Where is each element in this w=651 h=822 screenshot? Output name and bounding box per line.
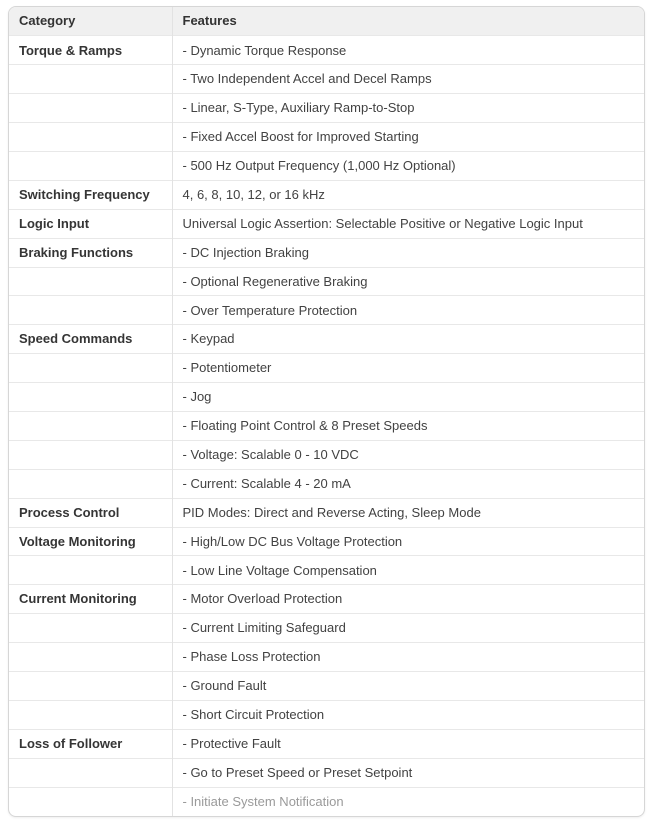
table-row [9, 238, 644, 267]
table-row [9, 411, 644, 440]
table-row [9, 180, 644, 209]
feature-cell: - Go to Preset Speed or Preset Setpoint [172, 758, 644, 787]
category-cell [9, 383, 172, 412]
category-cell [9, 354, 172, 383]
category-cell: Logic Input [9, 209, 172, 238]
category-cell [9, 556, 172, 585]
feature-cell: - Over Temperature Protection [172, 296, 644, 325]
category-cell [9, 94, 172, 123]
category-cell [9, 643, 172, 672]
category-cell [9, 440, 172, 469]
feature-cell: Universal Logic Assertion: Selectable Positive or Negative Logic Input [172, 209, 644, 238]
feature-cell: PID Modes: Direct and Reverse Acting, Sleep Mode [172, 498, 644, 527]
feature-cell: - Low Line Voltage Compensation [172, 556, 644, 585]
feature-cell: - Initiate System Notification [172, 787, 644, 816]
table-row [9, 325, 644, 354]
category-cell: Switching Frequency [9, 180, 172, 209]
table-row [9, 498, 644, 527]
feature-cell: - Short Circuit Protection [172, 700, 644, 729]
feature-cell: - 500 Hz Output Frequency (1,000 Hz Optional) [172, 151, 644, 180]
table-body [9, 36, 644, 816]
table-row [9, 267, 644, 296]
feature-cell: - Current Limiting Safeguard [172, 614, 644, 643]
feature-cell: - Phase Loss Protection [172, 643, 644, 672]
feature-cell: - Ground Fault [172, 671, 644, 700]
features-table [9, 7, 644, 816]
category-cell [9, 614, 172, 643]
table-row [9, 151, 644, 180]
category-cell [9, 787, 172, 816]
features-table-container [8, 6, 645, 817]
category-cell [9, 123, 172, 152]
feature-cell: - High/Low DC Bus Voltage Protection [172, 527, 644, 556]
table-row [9, 354, 644, 383]
category-cell [9, 411, 172, 440]
feature-cell: - Current: Scalable 4 - 20 mA [172, 469, 644, 498]
category-cell [9, 296, 172, 325]
feature-cell: - Potentiometer [172, 354, 644, 383]
table-row [9, 527, 644, 556]
category-cell: Current Monitoring [9, 585, 172, 614]
feature-cell: 4, 6, 8, 10, 12, or 16 kHz [172, 180, 644, 209]
feature-cell: - Dynamic Torque Response [172, 36, 644, 65]
category-cell [9, 671, 172, 700]
category-cell: Voltage Monitoring [9, 527, 172, 556]
feature-cell: - Jog [172, 383, 644, 412]
table-header-row [9, 7, 644, 36]
table-row [9, 643, 644, 672]
feature-cell: - Floating Point Control & 8 Preset Speeds [172, 411, 644, 440]
table-row [9, 65, 644, 94]
table-row [9, 556, 644, 585]
table-row [9, 36, 644, 65]
feature-cell: - Voltage: Scalable 0 - 10 VDC [172, 440, 644, 469]
table-row [9, 209, 644, 238]
category-cell: Loss of Follower [9, 729, 172, 758]
category-cell: Process Control [9, 498, 172, 527]
category-cell [9, 267, 172, 296]
feature-cell: - Optional Regenerative Braking [172, 267, 644, 296]
category-cell [9, 758, 172, 787]
category-cell: Speed Commands [9, 325, 172, 354]
category-cell [9, 65, 172, 94]
table-header-features: Features [172, 7, 644, 36]
feature-cell: - Fixed Accel Boost for Improved Starting [172, 123, 644, 152]
category-cell: Braking Functions [9, 238, 172, 267]
table-row [9, 296, 644, 325]
feature-cell: - Linear, S-Type, Auxiliary Ramp-to-Stop [172, 94, 644, 123]
table-row [9, 123, 644, 152]
feature-cell: - Motor Overload Protection [172, 585, 644, 614]
category-cell [9, 151, 172, 180]
feature-cell: - Keypad [172, 325, 644, 354]
table-row [9, 787, 644, 816]
table-row [9, 729, 644, 758]
table-header-category: Category [9, 7, 172, 36]
table-row [9, 383, 644, 412]
category-cell [9, 700, 172, 729]
category-cell: Torque & Ramps [9, 36, 172, 65]
category-cell [9, 469, 172, 498]
feature-cell: - Two Independent Accel and Decel Ramps [172, 65, 644, 94]
table-row [9, 671, 644, 700]
table-row [9, 700, 644, 729]
feature-cell: - DC Injection Braking [172, 238, 644, 267]
table-row [9, 440, 644, 469]
feature-cell: - Protective Fault [172, 729, 644, 758]
table-row [9, 614, 644, 643]
table-row [9, 469, 644, 498]
table-row [9, 758, 644, 787]
table-row [9, 94, 644, 123]
table-row [9, 585, 644, 614]
